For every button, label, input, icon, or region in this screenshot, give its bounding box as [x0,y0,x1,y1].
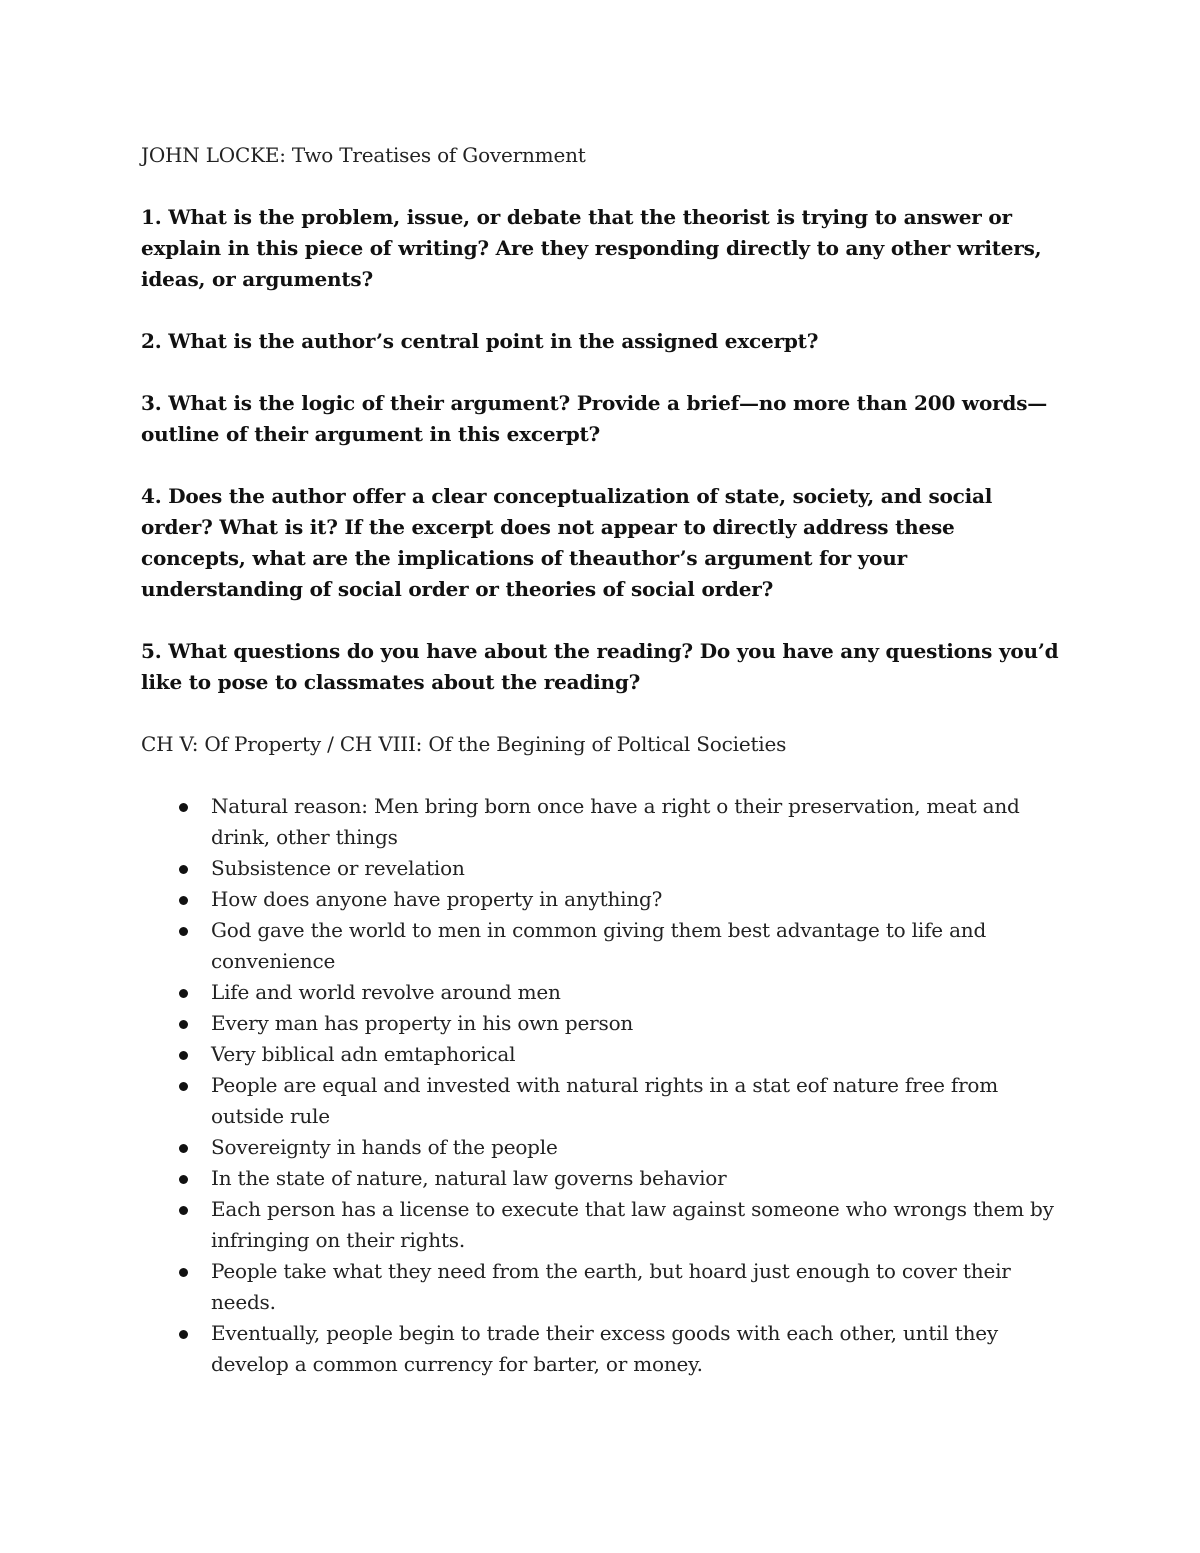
bullet-icon [179,1206,188,1215]
notes-bullet-list [141,791,1061,1380]
question-2: 2. What is the author’s central point in the assigned excerpt? [141,329,819,353]
list-item [141,1256,1061,1318]
list-item-text: Natural reason: Men bring born once have a right o their preservation, meat and drink, other things [211,794,1020,849]
list-item [141,1132,1061,1163]
list-item [141,1070,1061,1132]
bullet-icon [179,803,188,812]
bullet-icon [179,896,188,905]
bullet-icon [179,1051,188,1060]
list-item [141,1039,1061,1070]
list-item-text: In the state of nature, natural law governs behavior [211,1166,727,1190]
bullet-icon [179,865,188,874]
bullet-icon [179,1268,188,1277]
list-item-text: Every man has property in his own person [211,1011,634,1035]
bullet-icon [179,1330,188,1339]
list-item-text: Sovereignty in hands of the people [211,1135,558,1159]
list-item-text: People take what they need from the earth, but hoard just enough to cover their needs. [211,1259,1011,1314]
document-title: JOHN LOCKE: Two Treatises of Government [141,143,586,167]
question-1: 1. What is the problem, issue, or debate that the theorist is trying to answer or explain in this piece of writing? Are they responding directly to any other writers, ideas, or arguments? [141,205,1042,291]
bullet-icon [179,989,188,998]
list-item [141,853,1061,884]
list-item-text: People are equal and invested with natural rights in a stat eof nature free from outside rule [211,1073,999,1128]
bullet-icon [179,1175,188,1184]
list-item-text: Life and world revolve around men [211,980,561,1004]
list-item-text: God gave the world to men in common giving them best advantage to life and convenience [211,918,987,973]
list-item [141,915,1061,977]
list-item-text: Subsistence or revelation [211,856,465,880]
list-item-text: Very biblical adn emtaphorical [211,1042,516,1066]
bullet-icon [179,1082,188,1091]
list-item [141,1008,1061,1039]
bullet-icon [179,927,188,936]
question-4: 4. Does the author offer a clear conceptualization of state, society, and social order? What is it? If the excerpt does not appear to directly address these concepts, what are the implications of theauthor’s argument for your understanding of social order or theories of social order? [141,484,993,601]
bullet-icon [179,1144,188,1153]
list-item [141,884,1061,915]
question-5: 5. What questions do you have about the reading? Do you have any questions you’d like to pose to classmates about the reading? [141,639,1059,694]
document-body [141,140,1061,1380]
list-item [141,977,1061,1008]
list-item-text: Each person has a license to execute that law against someone who wrongs them by infringing on their rights. [211,1197,1054,1252]
list-item-text: How does anyone have property in anything? [211,887,663,911]
section-heading: CH V: Of Property / CH VIII: Of the Begining of Poltical Societies [141,732,787,756]
list-item-text: Eventually, people begin to trade their excess goods with each other, until they develop a common currency for barter, or money. [211,1321,998,1376]
question-3: 3. What is the logic of their argument? Provide a brief—no more than 200 words—outline of their argument in this excerpt? [141,391,1048,446]
list-item [141,791,1061,853]
list-item [141,1163,1061,1194]
bullet-icon [179,1020,188,1029]
list-item [141,1194,1061,1256]
list-item [141,1318,1061,1380]
